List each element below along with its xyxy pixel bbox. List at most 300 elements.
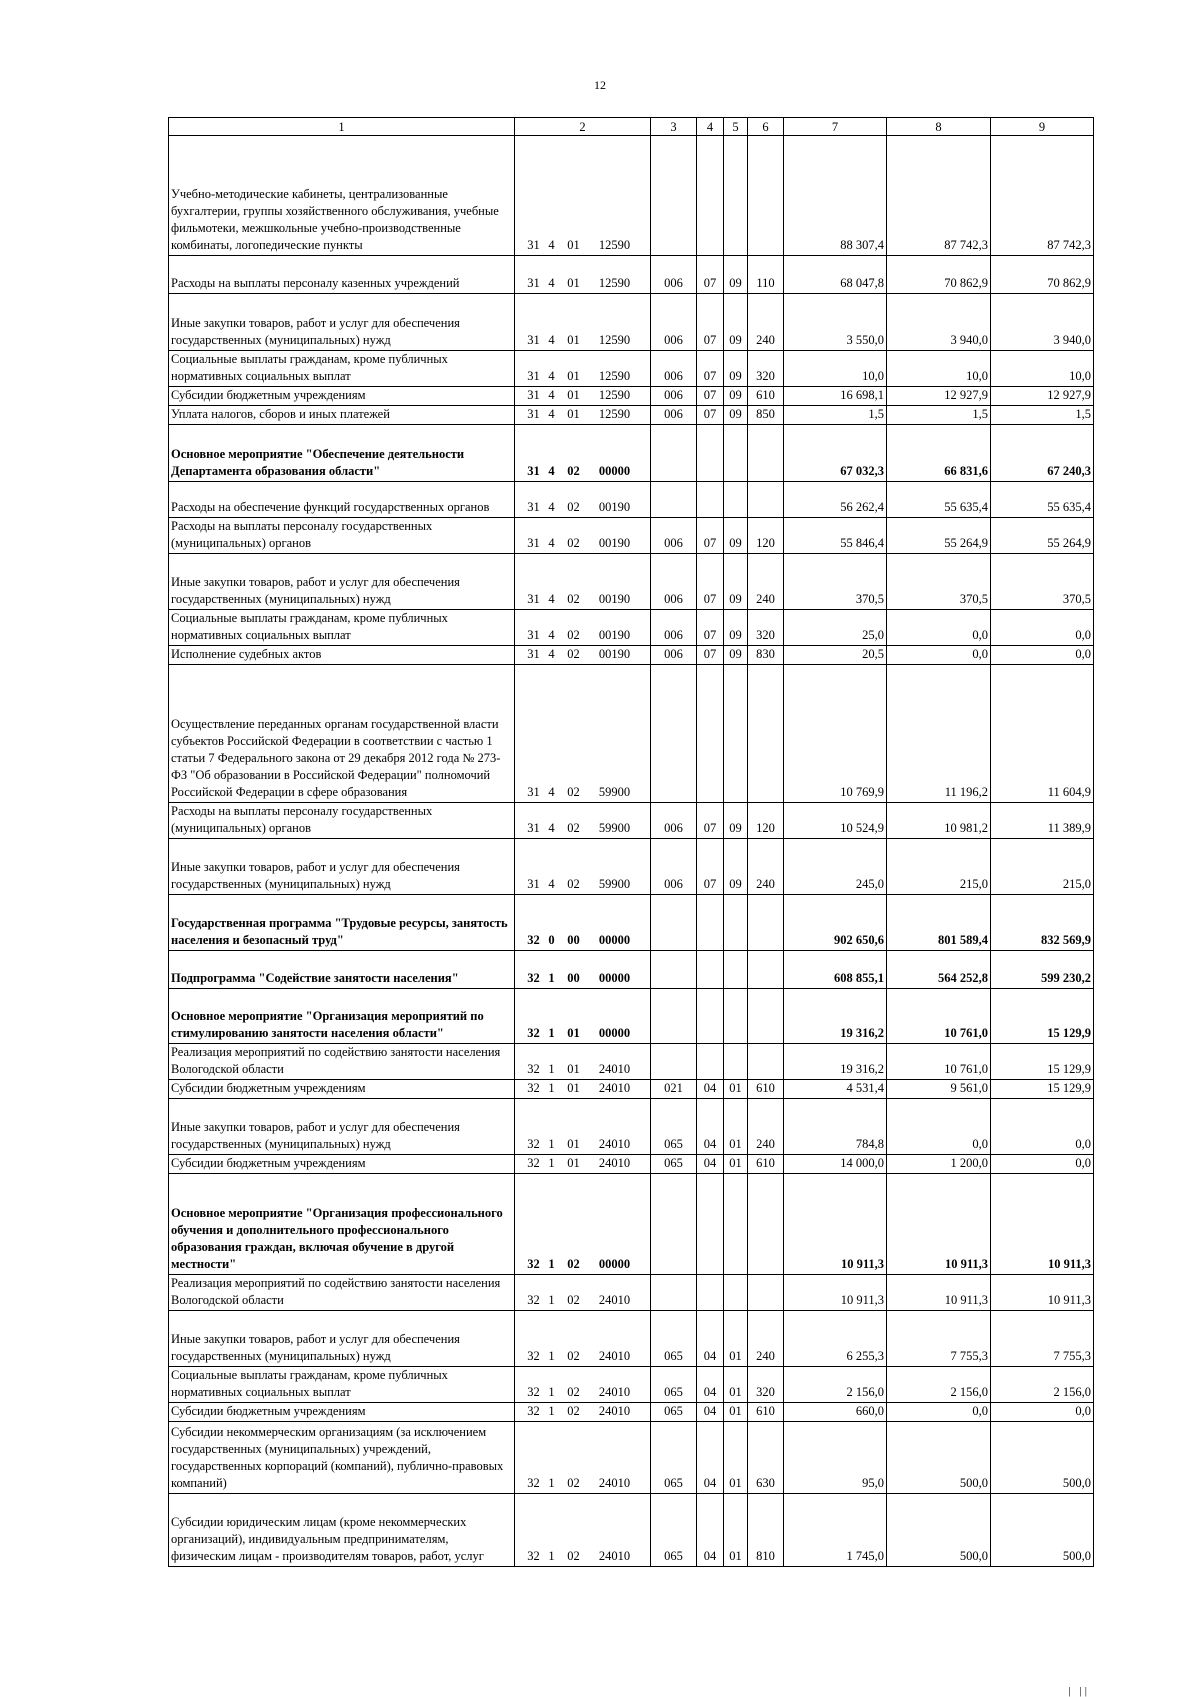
code-part: 4	[548, 647, 555, 661]
department-code	[651, 989, 697, 1044]
code-part: 24010	[598, 1081, 631, 1095]
subsection-code: 01	[724, 1080, 748, 1099]
code-part: 1	[548, 1549, 555, 1563]
code-part: 12590	[598, 407, 631, 421]
amount-col7: 19 316,2	[784, 989, 887, 1044]
subsection-code: 09	[724, 803, 748, 839]
amount-col9: 10 911,3	[991, 1174, 1094, 1275]
code-part: 32	[527, 1156, 540, 1170]
program-code	[515, 1422, 651, 1494]
code-part: 02	[567, 877, 580, 891]
amount-col9: 15 129,9	[991, 1080, 1094, 1099]
subsection-code: 01	[724, 1311, 748, 1367]
amount-col8: 2 156,0	[887, 1367, 991, 1403]
subsection-code	[724, 895, 748, 951]
item-name: Расходы на выплаты персоналу государственных (муниципальных) органов	[169, 803, 515, 839]
amount-col7: 245,0	[784, 839, 887, 895]
amount-col8: 3 940,0	[887, 294, 991, 351]
amount-col8: 10 981,2	[887, 803, 991, 839]
code-part: 1	[548, 1257, 555, 1271]
department-code: 065	[651, 1403, 697, 1422]
section-code	[697, 665, 724, 803]
code-part: 32	[527, 1257, 540, 1271]
code-part: 4	[548, 592, 555, 606]
program-code	[515, 1403, 651, 1422]
amount-col7: 10 911,3	[784, 1174, 887, 1275]
code-part: 00190	[598, 628, 631, 642]
code-part: 31	[527, 592, 540, 606]
program-code	[515, 1275, 651, 1311]
subsection-code	[724, 989, 748, 1044]
code-part: 01	[567, 276, 580, 290]
amount-col8: 0,0	[887, 1099, 991, 1155]
code-part: 12590	[598, 388, 631, 402]
amount-col8: 10 761,0	[887, 989, 991, 1044]
expense-type-code: 610	[748, 1155, 784, 1174]
subsection-code	[724, 425, 748, 482]
amount-col9: 500,0	[991, 1494, 1094, 1567]
amount-col8: 10,0	[887, 351, 991, 387]
code-part: 24010	[598, 1062, 631, 1076]
expense-type-code	[748, 1044, 784, 1080]
subsection-code: 09	[724, 256, 748, 294]
expense-type-code	[748, 425, 784, 482]
amount-col9: 3 940,0	[991, 294, 1094, 351]
amount-col7: 88 307,4	[784, 136, 887, 256]
code-part: 12590	[598, 276, 631, 290]
item-name: Основное мероприятие "Обеспечение деятельности Департамента образования области"	[169, 425, 515, 482]
amount-col9: 87 742,3	[991, 136, 1094, 256]
table-row	[169, 665, 1094, 803]
code-part: 01	[567, 1156, 580, 1170]
department-code: 006	[651, 646, 697, 665]
item-name: Основное мероприятие "Организация мероприятий по стимулированию занятости населения области"	[169, 989, 515, 1044]
code-part: 1	[548, 1137, 555, 1151]
section-code: 07	[697, 351, 724, 387]
program-code	[515, 1080, 651, 1099]
subsection-code: 01	[724, 1403, 748, 1422]
code-part: 02	[567, 1549, 580, 1563]
section-code: 07	[697, 803, 724, 839]
column-number-header	[169, 118, 1094, 136]
expense-type-code: 810	[748, 1494, 784, 1567]
expense-type-code: 850	[748, 406, 784, 425]
code-part: 1	[548, 1156, 555, 1170]
item-name: Учебно-методические кабинеты, централизованные бухгалтерии, группы хозяйственного обслуживания, учебные фильмотеки, межшкольные учебно-производственные комбинаты, логопедические пункты	[169, 136, 515, 256]
table-row	[169, 256, 1094, 294]
code-part: 4	[548, 464, 555, 478]
amount-col8: 564 252,8	[887, 951, 991, 989]
code-part: 31	[527, 821, 540, 835]
table-row	[169, 1494, 1094, 1567]
subsection-code	[724, 1275, 748, 1311]
department-code	[651, 482, 697, 518]
program-code	[515, 518, 651, 554]
header-cell: 9	[991, 118, 1094, 136]
amount-col9: 7 755,3	[991, 1311, 1094, 1367]
item-name: Социальные выплаты гражданам, кроме публичных нормативных социальных выплат	[169, 1367, 515, 1403]
amount-col9: 0,0	[991, 1099, 1094, 1155]
section-code	[697, 1275, 724, 1311]
expense-type-code: 610	[748, 1080, 784, 1099]
department-code	[651, 951, 697, 989]
subsection-code: 09	[724, 839, 748, 895]
section-code: 04	[697, 1080, 724, 1099]
program-code	[515, 895, 651, 951]
expense-type-code	[748, 665, 784, 803]
amount-col8: 7 755,3	[887, 1311, 991, 1367]
section-code	[697, 425, 724, 482]
amount-col7: 10 769,9	[784, 665, 887, 803]
amount-col7: 4 531,4	[784, 1080, 887, 1099]
section-code: 04	[697, 1403, 724, 1422]
code-part: 02	[567, 464, 580, 478]
section-code	[697, 989, 724, 1044]
amount-col7: 10 524,9	[784, 803, 887, 839]
code-part: 00	[567, 971, 580, 985]
table-row	[169, 1422, 1094, 1494]
program-code	[515, 1155, 651, 1174]
department-code: 065	[651, 1155, 697, 1174]
amount-col8: 1 200,0	[887, 1155, 991, 1174]
item-name: Расходы на обеспечение функций государственных органов	[169, 482, 515, 518]
code-part: 01	[567, 1062, 580, 1076]
section-code: 04	[697, 1311, 724, 1367]
table-row	[169, 951, 1094, 989]
subsection-code: 09	[724, 406, 748, 425]
amount-col7: 56 262,4	[784, 482, 887, 518]
program-code	[515, 554, 651, 610]
subsection-code	[724, 136, 748, 256]
amount-col7: 3 550,0	[784, 294, 887, 351]
code-part: 1	[548, 1081, 555, 1095]
item-name: Субсидии бюджетным учреждениям	[169, 1080, 515, 1099]
amount-col9: 832 569,9	[991, 895, 1094, 951]
code-part: 02	[567, 500, 580, 514]
code-part: 31	[527, 500, 540, 514]
program-code	[515, 387, 651, 406]
table-row	[169, 482, 1094, 518]
code-part: 24010	[598, 1293, 631, 1307]
section-code	[697, 895, 724, 951]
amount-col7: 20,5	[784, 646, 887, 665]
amount-col7: 784,8	[784, 1099, 887, 1155]
item-name: Субсидии бюджетным учреждениям	[169, 1403, 515, 1422]
item-name: Уплата налогов, сборов и иных платежей	[169, 406, 515, 425]
amount-col7: 10 911,3	[784, 1275, 887, 1311]
item-name: Субсидии некоммерческим организациям (за исключением государственных (муниципальных) учреждений, государственных корпораций (компаний), публично-правовых компаний)	[169, 1422, 515, 1494]
department-code	[651, 665, 697, 803]
code-part: 32	[527, 1404, 540, 1418]
table-row	[169, 1174, 1094, 1275]
header-cell: 3	[651, 118, 697, 136]
expense-type-code: 610	[748, 387, 784, 406]
department-code: 065	[651, 1099, 697, 1155]
amount-col8: 500,0	[887, 1494, 991, 1567]
section-code: 07	[697, 256, 724, 294]
section-code	[697, 482, 724, 518]
expense-type-code	[748, 1275, 784, 1311]
department-code: 006	[651, 351, 697, 387]
section-code: 07	[697, 294, 724, 351]
expense-type-code: 320	[748, 351, 784, 387]
department-code	[651, 895, 697, 951]
code-part: 00000	[598, 1257, 631, 1271]
budget-table	[168, 117, 1094, 1567]
code-part: 01	[567, 407, 580, 421]
item-name: Иные закупки товаров, работ и услуг для обеспечения государственных (муниципальных) нужд	[169, 294, 515, 351]
expense-type-code: 240	[748, 839, 784, 895]
code-part: 32	[527, 1549, 540, 1563]
code-part: 24010	[598, 1385, 631, 1399]
code-part: 00190	[598, 592, 631, 606]
amount-col8: 10 761,0	[887, 1044, 991, 1080]
program-code	[515, 425, 651, 482]
item-name: Основное мероприятие "Организация профессионального обучения и дополнительного профессионального образования граждан, включая обучение в другой местности"	[169, 1174, 515, 1275]
expense-type-code: 120	[748, 803, 784, 839]
program-code	[515, 610, 651, 646]
code-part: 00000	[598, 464, 631, 478]
department-code: 006	[651, 294, 697, 351]
section-code	[697, 1174, 724, 1275]
amount-col8: 0,0	[887, 610, 991, 646]
department-code	[651, 1275, 697, 1311]
section-code: 04	[697, 1099, 724, 1155]
amount-col9: 10,0	[991, 351, 1094, 387]
code-part: 31	[527, 785, 540, 799]
amount-col8: 0,0	[887, 1403, 991, 1422]
section-code: 07	[697, 518, 724, 554]
table-row	[169, 1403, 1094, 1422]
expense-type-code: 610	[748, 1403, 784, 1422]
code-part: 31	[527, 276, 540, 290]
code-part: 12590	[598, 238, 631, 252]
amount-col8: 66 831,6	[887, 425, 991, 482]
program-code	[515, 1099, 651, 1155]
amount-col8: 10 911,3	[887, 1275, 991, 1311]
code-part: 4	[548, 407, 555, 421]
section-code	[697, 1044, 724, 1080]
code-part: 24010	[598, 1476, 631, 1490]
section-code: 07	[697, 554, 724, 610]
code-part: 4	[548, 369, 555, 383]
subsection-code	[724, 951, 748, 989]
table-row	[169, 554, 1094, 610]
amount-col8: 55 635,4	[887, 482, 991, 518]
program-code	[515, 136, 651, 256]
amount-col9: 0,0	[991, 610, 1094, 646]
code-part: 32	[527, 1476, 540, 1490]
code-part: 31	[527, 877, 540, 891]
table-row	[169, 839, 1094, 895]
section-code: 07	[697, 406, 724, 425]
code-part: 4	[548, 276, 555, 290]
amount-col8: 500,0	[887, 1422, 991, 1494]
table-row	[169, 1044, 1094, 1080]
department-code	[651, 1174, 697, 1275]
subsection-code: 09	[724, 646, 748, 665]
department-code: 006	[651, 554, 697, 610]
code-part: 01	[567, 369, 580, 383]
amount-col7: 6 255,3	[784, 1311, 887, 1367]
subsection-code	[724, 665, 748, 803]
table-row	[169, 1155, 1094, 1174]
code-part: 31	[527, 464, 540, 478]
header-cell: 5	[724, 118, 748, 136]
amount-col7: 25,0	[784, 610, 887, 646]
amount-col9: 55 264,9	[991, 518, 1094, 554]
code-part: 24010	[598, 1137, 631, 1151]
expense-type-code	[748, 895, 784, 951]
item-name: Субсидии юридическим лицам (кроме некоммерческих организаций), индивидуальным предпринимателям, физическим лицам - производителям товаров, работ, услуг	[169, 1494, 515, 1567]
amount-col8: 801 589,4	[887, 895, 991, 951]
program-code	[515, 803, 651, 839]
code-part: 01	[567, 333, 580, 347]
header-cell: 4	[697, 118, 724, 136]
subsection-code: 09	[724, 518, 748, 554]
header-cell: 2	[515, 118, 651, 136]
expense-type-code	[748, 1174, 784, 1275]
table-row	[169, 610, 1094, 646]
table-row	[169, 351, 1094, 387]
code-part: 02	[567, 1349, 580, 1363]
section-code: 04	[697, 1494, 724, 1567]
header-cell: 1	[169, 118, 515, 136]
subsection-code: 01	[724, 1494, 748, 1567]
code-part: 32	[527, 1026, 540, 1040]
code-part: 1	[548, 1062, 555, 1076]
code-part: 24010	[598, 1349, 631, 1363]
item-name: Иные закупки товаров, работ и услуг для обеспечения государственных (муниципальных) нужд	[169, 839, 515, 895]
subsection-code: 09	[724, 294, 748, 351]
amount-col7: 68 047,8	[784, 256, 887, 294]
item-name: Исполнение судебных актов	[169, 646, 515, 665]
table-row	[169, 895, 1094, 951]
code-part: 32	[527, 933, 540, 947]
amount-col9: 215,0	[991, 839, 1094, 895]
code-part: 00000	[598, 933, 631, 947]
expense-type-code: 240	[748, 1311, 784, 1367]
table-row	[169, 425, 1094, 482]
code-part: 02	[567, 536, 580, 550]
amount-col7: 370,5	[784, 554, 887, 610]
section-code	[697, 951, 724, 989]
amount-col7: 902 650,6	[784, 895, 887, 951]
code-part: 31	[527, 388, 540, 402]
expense-type-code: 240	[748, 294, 784, 351]
amount-col9: 15 129,9	[991, 989, 1094, 1044]
code-part: 1	[548, 971, 555, 985]
page-number: 12	[594, 78, 606, 92]
amount-col7: 16 698,1	[784, 387, 887, 406]
table-row	[169, 1099, 1094, 1155]
amount-col8: 55 264,9	[887, 518, 991, 554]
amount-col7: 55 846,4	[784, 518, 887, 554]
amount-col7: 1,5	[784, 406, 887, 425]
section-code: 04	[697, 1155, 724, 1174]
code-part: 4	[548, 821, 555, 835]
code-part: 02	[567, 647, 580, 661]
expense-type-code: 630	[748, 1422, 784, 1494]
department-code: 006	[651, 518, 697, 554]
code-part: 00000	[598, 1026, 631, 1040]
code-part: 00190	[598, 647, 631, 661]
program-code	[515, 482, 651, 518]
amount-col7: 19 316,2	[784, 1044, 887, 1080]
code-part: 31	[527, 407, 540, 421]
amount-col8: 9 561,0	[887, 1080, 991, 1099]
code-part: 4	[548, 333, 555, 347]
table-row	[169, 294, 1094, 351]
code-part: 02	[567, 628, 580, 642]
section-code: 07	[697, 387, 724, 406]
code-part: 01	[567, 1137, 580, 1151]
code-part: 01	[567, 388, 580, 402]
code-part: 32	[527, 1081, 540, 1095]
code-part: 00190	[598, 536, 631, 550]
subsection-code	[724, 1044, 748, 1080]
amount-col9: 15 129,9	[991, 1044, 1094, 1080]
code-part: 1	[548, 1385, 555, 1399]
department-code: 065	[651, 1311, 697, 1367]
program-code	[515, 406, 651, 425]
code-part: 01	[567, 238, 580, 252]
item-name: Субсидии бюджетным учреждениям	[169, 387, 515, 406]
department-code: 065	[651, 1494, 697, 1567]
table-row	[169, 1311, 1094, 1367]
amount-col8: 0,0	[887, 646, 991, 665]
code-part: 59900	[598, 877, 631, 891]
code-part: 31	[527, 628, 540, 642]
amount-col9: 370,5	[991, 554, 1094, 610]
header-cell: 7	[784, 118, 887, 136]
code-part: 59900	[598, 821, 631, 835]
section-code	[697, 136, 724, 256]
section-code: 07	[697, 610, 724, 646]
amount-col9: 599 230,2	[991, 951, 1094, 989]
expense-type-code: 320	[748, 610, 784, 646]
code-part: 02	[567, 1404, 580, 1418]
code-part: 4	[548, 628, 555, 642]
subsection-code: 09	[724, 351, 748, 387]
code-part: 01	[567, 1026, 580, 1040]
code-part: 00190	[598, 500, 631, 514]
table-row	[169, 1367, 1094, 1403]
item-name: Социальные выплаты гражданам, кроме публичных нормативных социальных выплат	[169, 351, 515, 387]
item-name: Иные закупки товаров, работ и услуг для обеспечения государственных (муниципальных) нужд	[169, 554, 515, 610]
expense-type-code: 110	[748, 256, 784, 294]
subsection-code: 09	[724, 610, 748, 646]
table-row	[169, 518, 1094, 554]
amount-col9: 11 604,9	[991, 665, 1094, 803]
code-part: 1	[548, 1026, 555, 1040]
program-code	[515, 294, 651, 351]
program-code	[515, 989, 651, 1044]
amount-col8: 1,5	[887, 406, 991, 425]
scan-mark: | ||	[1068, 1685, 1090, 1697]
code-part: 4	[548, 785, 555, 799]
table-row	[169, 136, 1094, 256]
code-part: 0	[548, 933, 555, 947]
department-code: 006	[651, 839, 697, 895]
item-name: Подпрограмма "Содействие занятости населения"	[169, 951, 515, 989]
subsection-code: 01	[724, 1155, 748, 1174]
department-code: 006	[651, 406, 697, 425]
item-name: Осуществление переданных органам государственной власти субъектов Российской Федерации в соответствии с частью 1 статьи 7 Федерального закона от 29 декабря 2012 года № 273-ФЗ "Об образовании в Российской Федерации" полномочий Российской Федерации в сфере образования	[169, 665, 515, 803]
code-part: 24010	[598, 1404, 631, 1418]
amount-col7: 95,0	[784, 1422, 887, 1494]
program-code	[515, 1044, 651, 1080]
